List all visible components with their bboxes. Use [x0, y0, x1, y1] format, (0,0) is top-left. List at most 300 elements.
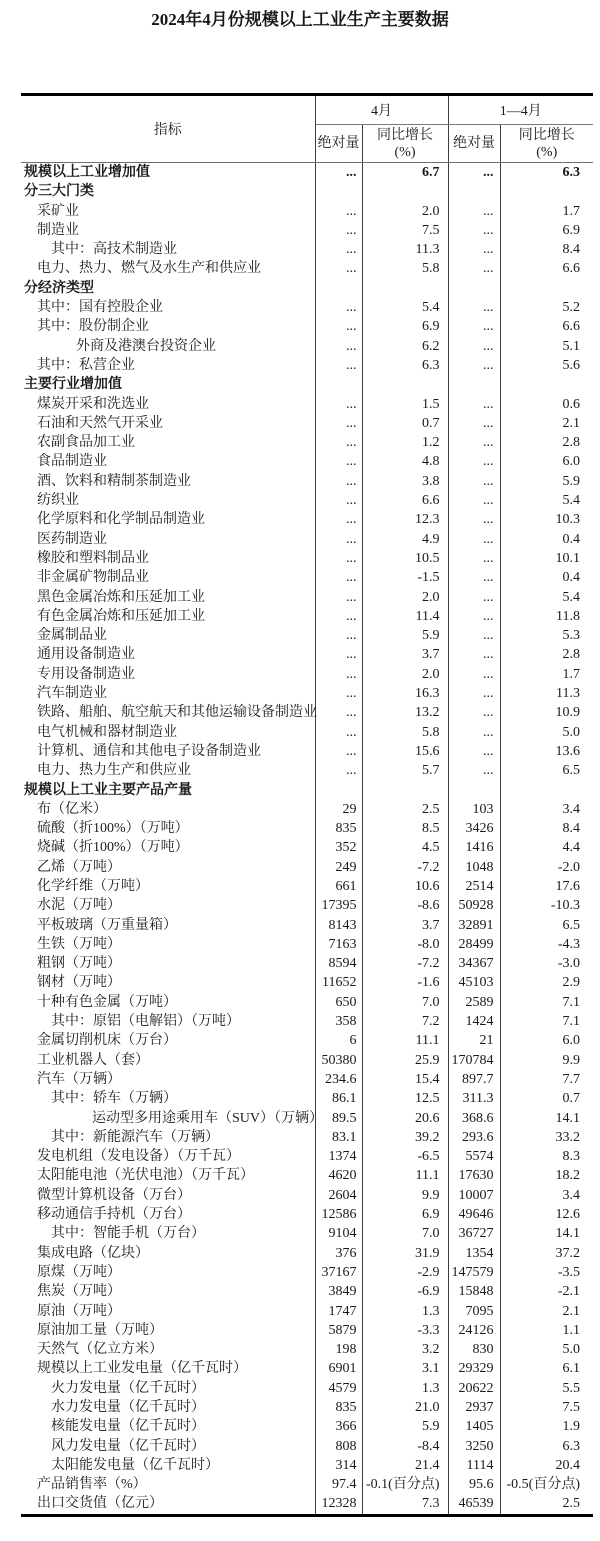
cell-janapr-yoy: 5.5: [562, 1380, 580, 1396]
cell-janapr-yoy: 3.4: [562, 801, 580, 817]
table-row: [21, 163, 593, 183]
row-indicator-label: 电气机械和器材制造业: [21, 723, 315, 742]
row-indicator-label: 天然气（亿立方米）: [21, 1340, 315, 1359]
table-row: [21, 626, 593, 645]
cell-janapr-yoy: 5.4: [562, 493, 580, 509]
row-indicator-label: 运动型多用途乘用车（SUV）（万辆）: [21, 1109, 315, 1128]
row-indicator-label: 黑色金属冶炼和压延加工业: [21, 588, 315, 607]
cell-janapr-yoy: 9.9: [562, 1052, 580, 1068]
cell-janapr-yoy: 3.4: [562, 1187, 580, 1203]
row-indicator-label: 发电机组（发电设备）（万千瓦）: [21, 1147, 315, 1166]
cell-april-absolute: 1374: [315, 1147, 362, 1166]
cell-janapr-yoy: 6.0: [562, 454, 580, 470]
cell-april-yoy: 11.1: [362, 1031, 448, 1050]
cell-janapr-yoy: 11.3: [556, 686, 580, 702]
row-indicator-label: 专用设备制造业: [21, 665, 315, 684]
cell-april-absolute: 11652: [315, 973, 362, 992]
cell-janapr-absolute: 1405: [448, 1417, 500, 1436]
row-indicator-label: 化学原料和化学制品制造业: [21, 510, 315, 529]
row-indicator-label: 医药制造业: [21, 530, 315, 549]
table-row: [21, 1417, 593, 1436]
cell-april-absolute: ...: [315, 298, 362, 317]
cell-janapr-absolute: ...: [448, 665, 500, 684]
cell-april-absolute: ...: [315, 761, 362, 780]
cell-april-yoy: -8.6: [362, 896, 448, 915]
row-indicator-label: 电力、热力生产和供应业: [21, 761, 315, 780]
table-row: [21, 414, 593, 433]
cell-april-yoy: -1.6: [362, 973, 448, 992]
cell-april-yoy: -8.0: [362, 935, 448, 954]
cell-april-absolute: [315, 182, 362, 201]
cell-april-yoy: 1.5: [362, 395, 448, 414]
row-indicator-label: 产品销售率（%）: [21, 1475, 315, 1494]
table-row: [21, 549, 593, 568]
table-row: [21, 1051, 593, 1070]
cell-janapr-yoy: -0.5(百分点): [506, 1477, 580, 1493]
cell-april-yoy: -2.9: [362, 1263, 448, 1282]
cell-janapr-absolute: ...: [448, 626, 500, 645]
cell-janapr-absolute: 2937: [448, 1398, 500, 1417]
cell-janapr-absolute: 21: [448, 1031, 500, 1050]
cell-janapr-absolute: 36727: [448, 1224, 500, 1243]
cell-april-absolute: ...: [315, 626, 362, 645]
cell-april-absolute: 835: [315, 1398, 362, 1417]
table-row: [21, 202, 593, 221]
cell-april-yoy: 6.9: [362, 317, 448, 336]
cell-april-absolute: 9104: [315, 1224, 362, 1243]
table-row: [21, 1437, 593, 1456]
cell-janapr-yoy: 2.1: [562, 415, 580, 431]
cell-janapr-yoy: 17.6: [555, 878, 580, 894]
cell-april-absolute: ...: [315, 607, 362, 626]
cell-janapr-yoy: 5.6: [562, 357, 580, 373]
cell-janapr-absolute: 170784: [448, 1051, 500, 1070]
cell-april-absolute: 352: [315, 838, 362, 857]
cell-janapr-yoy: 13.6: [555, 743, 580, 759]
row-indicator-label: 水力发电量（亿千瓦时）: [21, 1398, 315, 1417]
cell-janapr-yoy: 6.5: [562, 763, 580, 779]
row-indicator-label: 粗钢（万吨）: [21, 954, 315, 973]
cell-april-absolute: ...: [315, 491, 362, 510]
cell-janapr-absolute: [448, 781, 500, 800]
cell-april-yoy: 3.8: [362, 472, 448, 491]
cell-janapr-yoy: 2.8: [562, 647, 580, 663]
column-header-absolute-janapr: [448, 125, 500, 163]
table-row: [21, 665, 593, 684]
cell-april-absolute: 835: [315, 819, 362, 838]
row-indicator-label: 钢材（万吨）: [21, 973, 315, 992]
cell-janapr-absolute: 46539: [448, 1494, 500, 1515]
cell-janapr-absolute: ...: [448, 472, 500, 491]
cell-janapr-yoy: 7.7: [562, 1071, 580, 1087]
cell-janapr-yoy: 2.5: [562, 1496, 580, 1512]
cell-janapr-absolute: 95.6: [448, 1475, 500, 1494]
cell-janapr-absolute: 17630: [448, 1166, 500, 1185]
cell-april-yoy: 1.3: [362, 1302, 448, 1321]
table-row: [21, 221, 593, 240]
cell-april-absolute: 8143: [315, 916, 362, 935]
cell-april-absolute: ...: [315, 433, 362, 452]
table-row: [21, 298, 593, 317]
cell-janapr-absolute: ...: [448, 202, 500, 221]
cell-janapr-yoy: -3.5: [557, 1264, 580, 1280]
row-indicator-label: 其中：原铝（电解铝）（万吨）: [21, 1012, 315, 1031]
table-row: [21, 1398, 593, 1417]
cell-april-yoy: 10.5: [362, 549, 448, 568]
table-row: [21, 1031, 593, 1050]
table-row: [21, 491, 593, 510]
cell-janapr-yoy: 5.3: [562, 628, 580, 644]
cell-janapr-absolute: ...: [448, 530, 500, 549]
cell-janapr-yoy: 8.4: [562, 821, 580, 837]
row-indicator-label: 其中：国有控股企业: [21, 298, 315, 317]
table-row: [21, 588, 593, 607]
cell-april-absolute: ...: [315, 645, 362, 664]
cell-janapr-yoy: 20.4: [555, 1457, 580, 1473]
table-row: [21, 568, 593, 587]
table-row: [21, 259, 593, 278]
table-row: [21, 916, 593, 935]
cell-april-absolute: ...: [315, 568, 362, 587]
table-row: [21, 1359, 593, 1378]
cell-janapr-absolute: 34367: [448, 954, 500, 973]
cell-april-yoy: [362, 375, 448, 394]
cell-janapr-absolute: 368.6: [448, 1109, 500, 1128]
table-header: [21, 95, 593, 163]
table-row: [21, 1340, 593, 1359]
cell-april-yoy: [362, 781, 448, 800]
cell-april-yoy: 6.3: [362, 356, 448, 375]
table-row: [21, 838, 593, 857]
cell-janapr-yoy: 11.8: [556, 608, 580, 624]
cell-april-yoy: 5.9: [362, 1417, 448, 1436]
cell-april-yoy: 0.7: [362, 414, 448, 433]
cell-april-yoy: 15.6: [362, 742, 448, 761]
cell-april-yoy: 1.2: [362, 433, 448, 452]
table-row: [21, 723, 593, 742]
row-indicator-label: 采矿业: [21, 202, 315, 221]
table-row: [21, 1263, 593, 1282]
row-indicator-label: 太阳能发电量（亿千瓦时）: [21, 1456, 315, 1475]
column-header-jan-apr: 1—4月: [448, 95, 593, 125]
cell-april-absolute: ...: [315, 665, 362, 684]
row-indicator-label: 原油加工量（万吨）: [21, 1321, 315, 1340]
table-row: [21, 1456, 593, 1475]
cell-janapr-absolute: 10007: [448, 1186, 500, 1205]
cell-janapr-yoy: 5.4: [562, 589, 580, 605]
cell-april-yoy: 15.4: [362, 1070, 448, 1089]
row-indicator-label: 布（亿米）: [21, 800, 315, 819]
cell-janapr-yoy: [500, 182, 593, 201]
cell-april-absolute: [315, 279, 362, 298]
cell-april-absolute: ...: [315, 703, 362, 722]
cell-april-yoy: 39.2: [362, 1128, 448, 1147]
cell-janapr-yoy: 5.1: [562, 338, 580, 354]
cell-janapr-yoy: 6.6: [562, 319, 580, 335]
cell-april-absolute: 314: [315, 1456, 362, 1475]
cell-april-yoy: 7.0: [362, 993, 448, 1012]
cell-janapr-absolute: ...: [448, 684, 500, 703]
cell-janapr-yoy: 5.9: [562, 473, 580, 489]
table-row: [21, 395, 593, 414]
cell-janapr-absolute: 1114: [448, 1456, 500, 1475]
row-indicator-label: 汽车制造业: [21, 684, 315, 703]
cell-april-absolute: 376: [315, 1244, 362, 1263]
cell-janapr-yoy: 0.4: [562, 570, 580, 586]
cell-janapr-absolute: 45103: [448, 973, 500, 992]
cell-april-yoy: 11.3: [362, 240, 448, 259]
cell-april-yoy: 12.5: [362, 1089, 448, 1108]
header-row-periods: [21, 95, 593, 125]
cell-april-absolute: 8594: [315, 954, 362, 973]
row-indicator-label: 火力发电量（亿千瓦时）: [21, 1379, 315, 1398]
cell-janapr-absolute: ...: [448, 510, 500, 529]
cell-janapr-absolute: ...: [448, 491, 500, 510]
cell-april-absolute: 37167: [315, 1263, 362, 1282]
cell-april-absolute: ...: [315, 452, 362, 471]
cell-janapr-absolute: ...: [448, 761, 500, 780]
cell-janapr-yoy: [500, 279, 593, 298]
cell-janapr-yoy: 4.4: [562, 840, 580, 856]
cell-janapr-absolute: ...: [448, 240, 500, 259]
row-indicator-label: 其中：股份制企业: [21, 317, 315, 336]
cell-april-absolute: ...: [315, 202, 362, 221]
cell-janapr-yoy: 5.0: [562, 724, 580, 740]
row-indicator-label: 通用设备制造业: [21, 645, 315, 664]
row-indicator-label: 焦炭（万吨）: [21, 1282, 315, 1301]
table-row: [21, 1244, 593, 1263]
table-row: [21, 954, 593, 973]
cell-april-yoy: 2.0: [362, 665, 448, 684]
cell-april-yoy: 10.6: [362, 877, 448, 896]
cell-april-yoy: 5.7: [362, 761, 448, 780]
cell-april-absolute: [315, 781, 362, 800]
row-indicator-label: 石油和天然气开采业: [21, 414, 315, 433]
cell-janapr-yoy: 7.5: [562, 1400, 580, 1415]
cell-janapr-absolute: 897.7: [448, 1070, 500, 1089]
cell-april-absolute: 234.6: [315, 1070, 362, 1089]
row-indicator-label: 硫酸（折100%）（万吨）: [21, 819, 315, 838]
table-row: [21, 1012, 593, 1031]
cell-april-absolute: 661: [315, 877, 362, 896]
cell-janapr-absolute: ...: [448, 298, 500, 317]
cell-april-absolute: ...: [315, 259, 362, 278]
cell-janapr-yoy: 33.2: [555, 1129, 580, 1145]
cell-april-absolute: 7163: [315, 935, 362, 954]
cell-april-absolute: ...: [315, 549, 362, 568]
cell-april-absolute: ...: [315, 395, 362, 414]
table-row: [21, 819, 593, 838]
table-row: [21, 1089, 593, 1108]
yoy-unit-label: (%): [394, 144, 416, 160]
cell-april-absolute: ...: [315, 472, 362, 491]
row-indicator-label: 原煤（万吨）: [21, 1263, 315, 1282]
cell-april-absolute: 4579: [315, 1379, 362, 1398]
cell-april-yoy: 9.9: [362, 1186, 448, 1205]
cell-april-absolute: 366: [315, 1417, 362, 1436]
cell-april-yoy: [362, 279, 448, 298]
cell-april-yoy: 2.0: [362, 202, 448, 221]
cell-janapr-yoy: 0.4: [562, 531, 580, 547]
table-row: [21, 703, 593, 722]
row-indicator-label: 非金属矿物制品业: [21, 568, 315, 587]
cell-janapr-absolute: 293.6: [448, 1128, 500, 1147]
table-row: [21, 356, 593, 375]
table-row: [21, 510, 593, 529]
row-indicator-label: 制造业: [21, 221, 315, 240]
table-row: [21, 317, 593, 336]
cell-april-yoy: 3.2: [362, 1340, 448, 1359]
cell-janapr-yoy: [500, 375, 593, 394]
cell-april-yoy: -8.4: [362, 1437, 448, 1456]
cell-april-yoy: -6.9: [362, 1282, 448, 1301]
cell-janapr-absolute: ...: [448, 337, 500, 356]
cell-april-absolute: 83.1: [315, 1128, 362, 1147]
row-indicator-label: 风力发电量（亿千瓦时）: [21, 1437, 315, 1456]
cell-april-yoy: 3.1: [362, 1359, 448, 1378]
table-row: [21, 973, 593, 992]
table-row: [21, 1379, 593, 1398]
cell-april-absolute: 6901: [315, 1359, 362, 1378]
cell-april-absolute: 12586: [315, 1205, 362, 1224]
row-indicator-label: 金属制品业: [21, 626, 315, 645]
cell-april-yoy: 16.3: [362, 684, 448, 703]
cell-janapr-absolute: 3250: [448, 1437, 500, 1456]
table-row: [21, 530, 593, 549]
row-indicator-label: 计算机、通信和其他电子设备制造业: [21, 742, 315, 761]
row-indicator-label: 其中：私营企业: [21, 356, 315, 375]
table-row: [21, 935, 593, 954]
cell-janapr-absolute: [448, 182, 500, 201]
cell-janapr-absolute: ...: [448, 221, 500, 240]
column-header-yoy-april: [362, 125, 448, 163]
cell-april-absolute: 5879: [315, 1321, 362, 1340]
cell-april-absolute: 650: [315, 993, 362, 1012]
cell-april-yoy: 11.4: [362, 607, 448, 626]
cell-april-absolute: ...: [315, 163, 362, 183]
table-row: [21, 337, 593, 356]
cell-janapr-absolute: ...: [448, 395, 500, 414]
cell-janapr-yoy: 5.0: [562, 1342, 580, 1358]
cell-april-yoy: 2.5: [362, 800, 448, 819]
table-row: [21, 781, 593, 800]
cell-april-yoy: 5.8: [362, 723, 448, 742]
cell-janapr-yoy: 2.8: [562, 435, 580, 451]
row-indicator-label: 化学纤维（万吨）: [21, 877, 315, 896]
row-indicator-label: 工业机器人（套）: [21, 1051, 315, 1070]
column-header-indicator: 指标: [21, 95, 315, 163]
cell-april-yoy: 31.9: [362, 1244, 448, 1263]
cell-april-absolute: 6: [315, 1031, 362, 1050]
cell-april-yoy: 21.0: [362, 1398, 448, 1417]
cell-janapr-absolute: ...: [448, 259, 500, 278]
cell-april-yoy: 4.8: [362, 452, 448, 471]
cell-april-yoy: 8.5: [362, 819, 448, 838]
cell-april-absolute: ...: [315, 684, 362, 703]
cell-janapr-yoy: 18.2: [555, 1168, 580, 1184]
table-row: [21, 375, 593, 394]
cell-janapr-absolute: 1048: [448, 858, 500, 877]
cell-janapr-yoy: 6.5: [562, 917, 580, 933]
cell-janapr-absolute: 49646: [448, 1205, 500, 1224]
cell-janapr-yoy: -3.0: [557, 956, 580, 972]
cell-janapr-absolute: ...: [448, 607, 500, 626]
row-indicator-label: 出口交货值（亿元）: [21, 1494, 315, 1515]
row-indicator-label: 农副食品加工业: [21, 433, 315, 452]
cell-janapr-yoy: 1.1: [562, 1322, 580, 1338]
cell-april-absolute: ...: [315, 742, 362, 761]
cell-april-yoy: 3.7: [362, 916, 448, 935]
cell-janapr-yoy: 6.3: [562, 165, 580, 180]
industrial-data-table: [21, 93, 593, 1517]
cell-janapr-absolute: 3426: [448, 819, 500, 838]
row-indicator-label: 水泥（万吨）: [21, 896, 315, 915]
cell-april-yoy: 6.2: [362, 337, 448, 356]
cell-april-yoy: 13.2: [362, 703, 448, 722]
cell-janapr-absolute: ...: [448, 356, 500, 375]
row-indicator-label: 其中：新能源汽车（万辆）: [21, 1128, 315, 1147]
cell-janapr-yoy: 10.3: [555, 512, 580, 528]
cell-april-absolute: 358: [315, 1012, 362, 1031]
row-indicator-label: 分经济类型: [21, 279, 315, 298]
cell-janapr-yoy: 5.2: [562, 300, 580, 316]
table-row: [21, 1475, 593, 1494]
row-indicator-label: 微型计算机设备（万台）: [21, 1186, 315, 1205]
cell-april-absolute: ...: [315, 588, 362, 607]
table-row: [21, 433, 593, 452]
cell-janapr-yoy: -4.3: [557, 936, 580, 952]
row-indicator-label: 原油（万吨）: [21, 1302, 315, 1321]
cell-janapr-yoy: 2.9: [562, 975, 580, 991]
cell-janapr-absolute: [448, 375, 500, 394]
table-row: [21, 993, 593, 1012]
column-header-april: 4月: [315, 95, 448, 125]
row-indicator-label: 外商及港澳台投资企业: [21, 337, 315, 356]
table-row: [21, 896, 593, 915]
cell-april-yoy: 5.9: [362, 626, 448, 645]
table-row: [21, 607, 593, 626]
row-indicator-label: 纺织业: [21, 491, 315, 510]
row-indicator-label: 集成电路（亿块）: [21, 1244, 315, 1263]
table-row: [21, 1282, 593, 1301]
table-row: [21, 1186, 593, 1205]
cell-april-yoy: 7.2: [362, 1012, 448, 1031]
cell-janapr-yoy: 6.1: [562, 1361, 580, 1377]
cell-april-absolute: ...: [315, 240, 362, 259]
cell-april-yoy: 3.7: [362, 645, 448, 664]
cell-april-absolute: ...: [315, 414, 362, 433]
cell-janapr-absolute: 311.3: [448, 1089, 500, 1108]
cell-janapr-absolute: ...: [448, 317, 500, 336]
cell-janapr-absolute: 5574: [448, 1147, 500, 1166]
page-title: 2024年4月份规模以上工业生产主要数据: [151, 10, 449, 29]
table-row: [21, 279, 593, 298]
cell-janapr-yoy: 1.9: [562, 1419, 580, 1435]
cell-janapr-absolute: 1416: [448, 838, 500, 857]
cell-april-yoy: 7.3: [362, 1494, 448, 1515]
cell-april-yoy: 5.8: [362, 259, 448, 278]
cell-april-absolute: [315, 375, 362, 394]
row-indicator-label: 铁路、船舶、航空航天和其他运输设备制造业: [21, 703, 315, 722]
cell-april-absolute: 86.1: [315, 1089, 362, 1108]
cell-april-absolute: 4620: [315, 1166, 362, 1185]
cell-april-yoy: -3.3: [362, 1321, 448, 1340]
cell-janapr-absolute: 20622: [448, 1379, 500, 1398]
cell-april-absolute: 12328: [315, 1494, 362, 1515]
row-indicator-label: 主要行业增加值: [21, 375, 315, 394]
absolute-label: 绝对量: [453, 136, 495, 151]
cell-janapr-absolute: 830: [448, 1340, 500, 1359]
